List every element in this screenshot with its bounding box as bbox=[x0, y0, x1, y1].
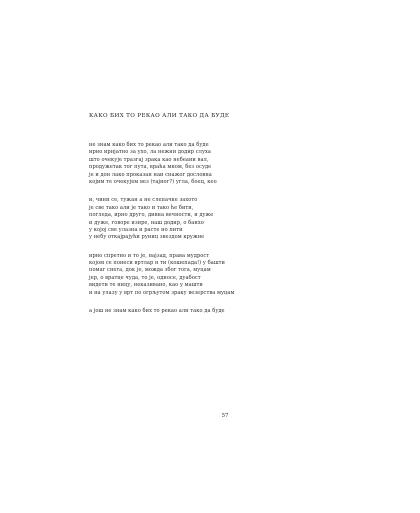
poem-line: је све тако али је тако и тако ће бити, bbox=[89, 204, 194, 211]
poem-line: у којој све улазна и расте но пити bbox=[89, 226, 183, 233]
poem-line: и на улазу у врт по огрљутом зраку везерства муцам bbox=[89, 289, 235, 296]
poem-line: што очекује тразгај зрака као небеани вал, bbox=[89, 156, 209, 163]
stanza-1 bbox=[89, 142, 389, 186]
poem-line: је и дон лако проказан наи снажог дословна bbox=[89, 171, 212, 178]
poem-title: КАКО БИХ ТО РЕКАО АЛИ ТАКО ДА БУДЕ bbox=[89, 113, 230, 119]
poem-line: а још не знам како бих то рекао али тако да буде bbox=[89, 308, 225, 315]
stanza-4 bbox=[89, 308, 389, 315]
poem-line: видети те ницу, неказивано, као у машти bbox=[89, 282, 203, 289]
poem-line: продужетак тог пута, враћа мном, без осуде bbox=[89, 164, 212, 171]
poem-line: не знам како бих то рекао али тако да буде bbox=[89, 142, 209, 148]
poem-line: ирно спретно и то је, најзад, права мудрост bbox=[89, 252, 210, 259]
stanza-2 bbox=[89, 197, 389, 241]
poem-line: и, чини се, тужан а не слепачке захото bbox=[89, 197, 198, 204]
poem-line: јер, о вратце чуда, то је, односе, дуабост bbox=[89, 274, 201, 281]
poem-line: ирно ирнјатно за ухо, ла нежни додир слуха bbox=[89, 149, 212, 156]
poem-line: погледа, ирно друго, дивна вечности, и дуже bbox=[89, 212, 214, 219]
poem-body bbox=[89, 142, 389, 326]
page-number: 57 bbox=[221, 413, 229, 419]
poem-line: којом се понеси вртлар н ти (кошепада!) у башти bbox=[89, 260, 225, 267]
poem-line: којим те очекујем вез (тајног?) угла, боец, кео bbox=[89, 178, 217, 185]
poem-line: и дуже, говоре изнре, наш додир, о банхо bbox=[89, 219, 204, 226]
poem-line: у небу откајрајући руниц звездом кружне bbox=[89, 234, 205, 241]
stanza-3 bbox=[89, 253, 389, 297]
poem-line: помаг снега, док је, можда због тога, муцам bbox=[89, 267, 211, 274]
